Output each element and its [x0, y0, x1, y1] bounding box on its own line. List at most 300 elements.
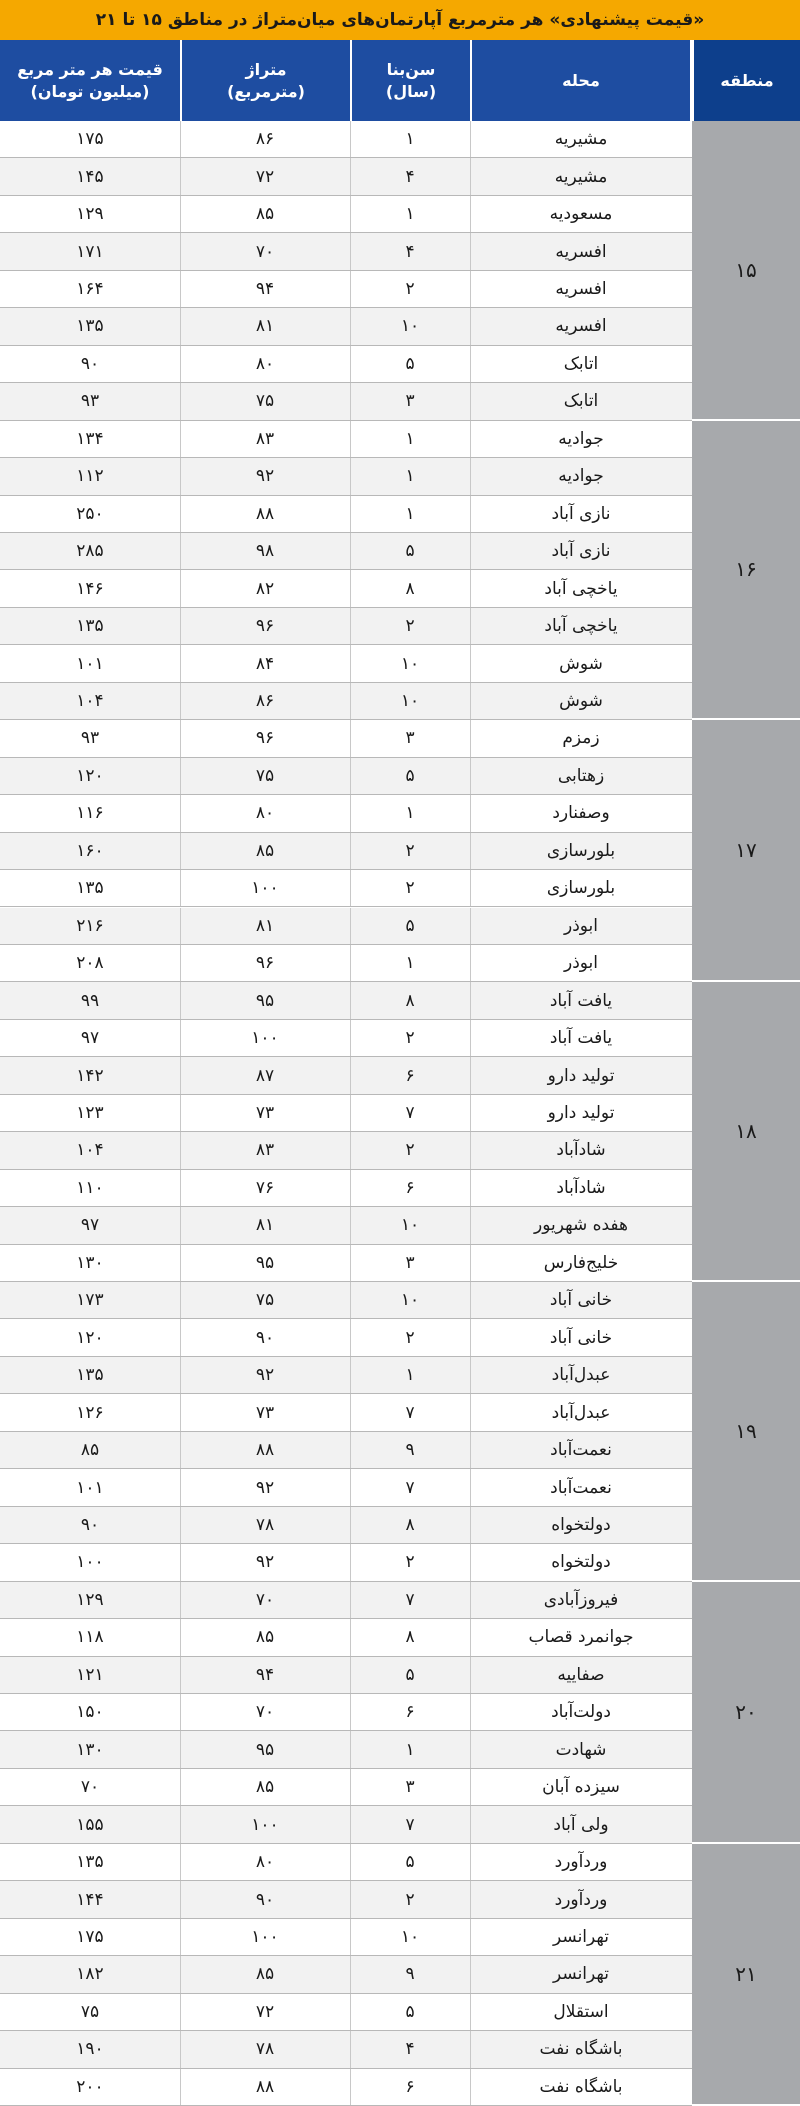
age-cell: ۹ — [405, 1440, 415, 1461]
age-cell: ۱ — [405, 503, 415, 524]
neighborhood-cell: افسریه — [555, 241, 607, 262]
age-cell: ۴ — [405, 241, 415, 262]
header-area — [182, 40, 350, 121]
column-divider — [470, 1132, 471, 1168]
price-cell: ۱۰۰ — [76, 1552, 104, 1573]
table-row — [0, 1806, 692, 1843]
price-cell: ۱۰۱ — [76, 653, 104, 674]
column-divider — [470, 2031, 471, 2067]
region-cell — [692, 1582, 800, 1844]
column-divider — [350, 570, 351, 606]
column-divider — [350, 1994, 351, 2030]
neighborhood-cell: خلیج‌فارس — [543, 1252, 619, 1273]
age-cell: ۶ — [405, 1702, 415, 1723]
neighborhood-cell: یافت آباد — [549, 990, 613, 1011]
age-cell: ۱۰ — [400, 653, 420, 674]
neighborhood-cell: خانی آباد — [549, 1327, 613, 1348]
area-cell: ۱۰۰ — [251, 1028, 279, 1049]
header-price-line1: قیمت هر متر مربع — [17, 59, 163, 79]
region-cell — [692, 982, 800, 1282]
column-divider — [350, 1694, 351, 1730]
price-cell: ۱۰۴ — [76, 691, 104, 711]
area-cell: ۸۵ — [255, 840, 275, 861]
column-divider — [350, 1469, 351, 1505]
table-row — [0, 271, 692, 308]
price-cell: ۱۱۰ — [76, 1177, 104, 1198]
area-cell: ۷۵ — [255, 391, 275, 412]
column-divider — [470, 1394, 471, 1430]
column-divider — [470, 1057, 471, 1093]
table-row — [0, 1357, 692, 1394]
table-row — [0, 158, 692, 195]
neighborhood-cell: شادآباد — [556, 1140, 606, 1161]
price-cell: ۱۳۵ — [76, 878, 104, 899]
area-cell: ۸۱ — [255, 915, 275, 936]
neighborhood-cell: دولتخواه — [551, 1552, 611, 1573]
price-cell: ۱۱۸ — [76, 1627, 104, 1648]
column-divider — [180, 945, 181, 981]
column-divider — [180, 1245, 181, 1281]
age-cell: ۴ — [405, 2039, 415, 2060]
table-row — [0, 1282, 692, 1319]
column-divider — [470, 608, 471, 644]
column-divider — [470, 570, 471, 606]
region-cell — [692, 720, 800, 982]
column-divider — [470, 533, 471, 569]
column-divider — [180, 346, 181, 382]
price-cell: ۷۰ — [80, 1777, 100, 1798]
column-divider — [180, 645, 181, 681]
area-cell: ۷۳ — [255, 1402, 275, 1423]
age-cell: ۵ — [405, 1664, 415, 1685]
column-divider — [180, 196, 181, 232]
column-divider — [470, 1769, 471, 1805]
table-row — [0, 1394, 692, 1431]
price-cell: ۱۲۶ — [76, 1402, 104, 1423]
area-cell: ۸۰ — [255, 803, 275, 824]
table-row — [0, 1432, 692, 1469]
area-cell: ۹۵ — [255, 1739, 275, 1760]
price-cell: ۱۰۱ — [76, 1477, 104, 1498]
area-cell: ۹۸ — [255, 541, 275, 562]
neighborhood-cell: صفاییه — [557, 1664, 605, 1685]
area-cell: ۱۰۰ — [251, 1814, 279, 1835]
column-divider — [180, 2069, 181, 2105]
area-cell: ۹۵ — [255, 1252, 275, 1273]
column-divider — [180, 233, 181, 269]
price-cell: ۲۸۵ — [76, 541, 104, 562]
column-divider — [350, 121, 351, 157]
column-divider — [470, 945, 471, 981]
column-divider — [350, 421, 351, 457]
price-cell: ۱۴۶ — [76, 578, 104, 599]
column-divider — [180, 870, 181, 906]
column-divider — [470, 1282, 471, 1318]
neighborhood-cell: عبدل‌آباد — [551, 1402, 611, 1423]
column-divider — [180, 1806, 181, 1842]
header-price — [0, 40, 180, 121]
price-cell: ۱۴۴ — [76, 1889, 104, 1910]
table-row — [0, 496, 692, 533]
neighborhood-cell: مشیریه — [554, 166, 608, 187]
age-cell: ۱ — [405, 1365, 415, 1386]
column-divider — [350, 1357, 351, 1393]
column-divider — [350, 1769, 351, 1805]
column-divider — [350, 1432, 351, 1468]
neighborhood-cell: هفده شهریور — [534, 1215, 628, 1236]
table-row — [0, 1132, 692, 1169]
price-cell: ۱۱۲ — [76, 466, 104, 487]
area-cell: ۱۰۰ — [251, 878, 279, 899]
column-divider — [470, 683, 471, 719]
column-divider — [350, 908, 351, 944]
age-cell: ۳ — [405, 1777, 415, 1798]
header-region-label: منطقه — [720, 70, 774, 90]
column-divider — [470, 1731, 471, 1767]
price-cell: ۱۵۵ — [76, 1814, 104, 1835]
neighborhood-cell: ولی آباد — [553, 1814, 609, 1835]
age-cell: ۵ — [405, 353, 415, 374]
column-divider — [470, 346, 471, 382]
table-header — [0, 40, 800, 121]
column-divider — [180, 421, 181, 457]
column-divider — [350, 1881, 351, 1917]
area-cell: ۹۰ — [255, 1889, 275, 1910]
column-divider — [350, 1207, 351, 1243]
region-cell — [692, 1282, 800, 1582]
price-cell: ۱۲۱ — [76, 1664, 104, 1685]
neighborhood-cell: باشگاه نفت — [539, 2039, 623, 2060]
neighborhood-cell: نازی آباد — [551, 503, 611, 524]
column-divider — [470, 908, 471, 944]
column-divider — [180, 1994, 181, 2030]
age-cell: ۶ — [405, 1177, 415, 1198]
neighborhood-cell: یافت آباد — [549, 1028, 613, 1049]
neighborhood-cell: بلورسازی — [546, 840, 616, 861]
column-divider — [180, 158, 181, 194]
table-row — [0, 121, 692, 158]
price-cell: ۱۵۰ — [76, 1702, 104, 1723]
table-row — [0, 1657, 692, 1694]
neighborhood-cell: جوانمرد قصاب — [528, 1627, 634, 1648]
region-number: ۱۹ — [735, 1418, 757, 1443]
column-divider — [180, 683, 181, 719]
area-cell: ۸۸ — [255, 2076, 275, 2097]
table-row — [0, 908, 692, 945]
neighborhood-cell: شادآباد — [556, 1177, 606, 1198]
column-divider — [470, 1469, 471, 1505]
table-row — [0, 196, 692, 233]
header-area-line1: متراژ — [245, 59, 287, 79]
column-divider — [180, 458, 181, 494]
age-cell: ۲ — [405, 1028, 415, 1049]
neighborhood-cell: نازی آباد — [551, 541, 611, 562]
price-cell: ۱۴۵ — [76, 166, 104, 187]
area-cell: ۹۶ — [255, 953, 275, 974]
price-cell: ۹۷ — [80, 1215, 100, 1236]
neighborhood-cell: جوادیه — [558, 428, 604, 449]
age-cell: ۲ — [405, 616, 415, 637]
price-cell: ۱۲۳ — [76, 1102, 104, 1123]
column-divider — [470, 1319, 471, 1355]
column-divider — [350, 233, 351, 269]
column-divider — [470, 1432, 471, 1468]
area-cell: ۷۲ — [255, 2001, 275, 2022]
table-row — [0, 2069, 692, 2106]
area-cell: ۹۶ — [255, 728, 275, 749]
column-divider — [180, 271, 181, 307]
price-cell: ۱۳۵ — [76, 616, 104, 637]
age-cell: ۹ — [405, 1964, 415, 1985]
table-row — [0, 1170, 692, 1207]
column-divider — [470, 383, 471, 419]
age-cell: ۱۰ — [400, 1215, 420, 1236]
region-cell — [692, 1844, 800, 2106]
header-neighborhood — [472, 40, 690, 121]
column-divider — [180, 496, 181, 532]
column-divider — [350, 1507, 351, 1543]
column-divider — [350, 383, 351, 419]
price-cell: ۹۳ — [80, 728, 100, 749]
column-divider — [350, 271, 351, 307]
age-cell: ۷ — [405, 1402, 415, 1423]
column-divider — [470, 1657, 471, 1693]
neighborhood-cell: تهرانسر — [553, 1964, 609, 1985]
price-cell: ۸۵ — [80, 1440, 100, 1461]
column-divider — [180, 570, 181, 606]
age-cell: ۵ — [405, 2001, 415, 2022]
table-body — [0, 121, 800, 2106]
header-age — [352, 40, 470, 121]
column-divider — [350, 1657, 351, 1693]
column-divider — [180, 1657, 181, 1693]
column-divider — [470, 1544, 471, 1580]
neighborhood-cell: مشیریه — [554, 129, 608, 150]
price-cell: ۱۳۰ — [76, 1252, 104, 1273]
region-number: ۱۸ — [735, 1119, 757, 1144]
column-divider — [350, 1282, 351, 1318]
region-cell — [692, 421, 800, 721]
neighborhood-cell: سیزده آبان — [542, 1777, 620, 1798]
price-cell: ۱۳۵ — [76, 1852, 104, 1873]
area-cell: ۸۱ — [255, 316, 275, 337]
area-cell: ۸۰ — [255, 1852, 275, 1873]
area-cell: ۸۸ — [255, 503, 275, 524]
column-divider — [470, 271, 471, 307]
area-cell: ۸۵ — [255, 1627, 275, 1648]
area-cell: ۷۲ — [255, 166, 275, 187]
column-divider — [180, 121, 181, 157]
table-row — [0, 1507, 692, 1544]
column-divider — [350, 1731, 351, 1767]
table-row — [0, 1769, 692, 1806]
price-cell: ۱۸۲ — [76, 1964, 104, 1985]
price-cell: ۱۲۹ — [76, 1589, 104, 1610]
price-cell: ۱۶۰ — [76, 840, 104, 861]
header-region — [694, 40, 800, 121]
price-cell: ۱۶۴ — [76, 279, 104, 300]
age-cell: ۴ — [405, 166, 415, 187]
column-divider — [350, 196, 351, 232]
age-cell: ۱۰ — [400, 691, 420, 711]
column-divider — [470, 758, 471, 794]
table-row — [0, 2031, 692, 2068]
table-row — [0, 1994, 692, 2031]
neighborhood-cell: یاخچی آباد — [544, 616, 618, 637]
column-divider — [470, 1844, 471, 1880]
column-divider — [470, 720, 471, 756]
region-number: ۱۵ — [735, 257, 757, 282]
column-divider — [350, 1394, 351, 1430]
age-cell: ۸ — [405, 1514, 415, 1535]
column-divider — [470, 1207, 471, 1243]
neighborhood-cell: افسریه — [555, 316, 607, 337]
table-row — [0, 758, 692, 795]
price-cell: ۱۷۵ — [76, 129, 104, 150]
age-cell: ۱ — [405, 803, 415, 824]
price-cell: ۹۳ — [80, 391, 100, 412]
column-divider — [180, 1357, 181, 1393]
neighborhood-cell: وصفنارد — [552, 803, 610, 824]
age-cell: ۳ — [405, 391, 415, 412]
column-divider — [350, 1319, 351, 1355]
column-divider — [180, 1507, 181, 1543]
column-divider — [180, 1095, 181, 1131]
neighborhood-cell: تولید دارو — [547, 1065, 615, 1086]
neighborhood-cell: اتابک — [563, 353, 599, 374]
table-row — [0, 608, 692, 645]
price-cell: ۹۰ — [80, 1514, 100, 1535]
price-cell: ۱۴۲ — [76, 1065, 104, 1086]
column-divider — [180, 533, 181, 569]
price-cell: ۱۰۴ — [76, 1140, 104, 1161]
age-cell: ۲ — [405, 878, 415, 899]
column-divider — [180, 1394, 181, 1430]
neighborhood-cell: تولید دارو — [547, 1102, 615, 1123]
table-row — [0, 383, 692, 420]
table-row — [0, 346, 692, 383]
age-cell: ۱ — [405, 428, 415, 449]
area-cell: ۹۴ — [255, 279, 275, 300]
title-bar — [0, 0, 800, 40]
table-row — [0, 1919, 692, 1956]
table-row — [0, 1544, 692, 1581]
column-divider — [350, 1619, 351, 1655]
column-divider — [470, 121, 471, 157]
column-divider — [180, 1919, 181, 1955]
area-cell: ۹۲ — [255, 1552, 275, 1573]
neighborhood-cell: شوش — [559, 691, 603, 711]
price-cell: ۱۳۵ — [76, 1365, 104, 1386]
column-divider — [350, 608, 351, 644]
column-divider — [180, 1582, 181, 1618]
table-row — [0, 533, 692, 570]
neighborhood-cell: نعمت‌آباد — [550, 1477, 612, 1498]
column-divider — [470, 458, 471, 494]
price-cell: ۹۹ — [80, 990, 100, 1011]
table-row — [0, 1057, 692, 1094]
area-cell: ۸۰ — [255, 353, 275, 374]
neighborhood-cell: جوادیه — [558, 466, 604, 487]
price-cell: ۲۰۸ — [76, 953, 104, 974]
neighborhood-cell: باشگاه نفت — [539, 2076, 623, 2097]
neighborhood-cell: شوش — [559, 653, 603, 674]
table-row — [0, 1582, 692, 1619]
column-divider — [180, 1769, 181, 1805]
header-price-line2: (میلیون تومان) — [30, 81, 150, 101]
area-cell: ۹۵ — [255, 990, 275, 1011]
column-divider — [180, 1057, 181, 1093]
neighborhood-cell: خانی آباد — [549, 1290, 613, 1311]
column-divider — [470, 1694, 471, 1730]
table-row — [0, 1694, 692, 1731]
age-cell: ۷ — [405, 1589, 415, 1610]
area-cell: ۸۵ — [255, 1964, 275, 1985]
price-cell: ۱۷۳ — [76, 1290, 104, 1311]
age-cell: ۷ — [405, 1477, 415, 1498]
column-divider — [180, 608, 181, 644]
region-number: ۱۷ — [735, 838, 757, 863]
header-age-line2: (سال) — [385, 81, 437, 101]
area-cell: ۷۶ — [255, 1177, 275, 1198]
area-cell: ۷۸ — [255, 1514, 275, 1535]
column-divider — [470, 1170, 471, 1206]
age-cell: ۶ — [405, 2076, 415, 2097]
age-cell: ۸ — [405, 1627, 415, 1648]
column-divider — [470, 795, 471, 831]
column-divider — [180, 1469, 181, 1505]
price-cell: ۱۷۵ — [76, 1926, 104, 1947]
table-row — [0, 720, 692, 757]
neighborhood-cell: عبدل‌آباد — [551, 1365, 611, 1386]
column-divider — [350, 1544, 351, 1580]
area-cell: ۷۵ — [255, 1290, 275, 1311]
neighborhood-cell: ابوذر — [563, 953, 599, 974]
column-divider — [350, 982, 351, 1018]
column-divider — [350, 870, 351, 906]
column-divider — [180, 1881, 181, 1917]
column-divider — [180, 1282, 181, 1318]
column-divider — [470, 1994, 471, 2030]
column-divider — [180, 2031, 181, 2067]
area-cell: ۷۰ — [255, 1702, 275, 1723]
table-row — [0, 233, 692, 270]
column-divider — [470, 1619, 471, 1655]
column-divider — [470, 1806, 471, 1842]
price-cell: ۱۳۴ — [76, 428, 104, 449]
area-cell: ۹۴ — [255, 1664, 275, 1685]
area-cell: ۸۸ — [255, 1440, 275, 1461]
column-divider — [470, 1245, 471, 1281]
column-divider — [350, 496, 351, 532]
area-cell: ۱۰۰ — [251, 1926, 279, 1947]
table-row — [0, 1095, 692, 1132]
price-cell: ۱۲۰ — [76, 765, 104, 786]
neighborhood-cell: افسریه — [555, 279, 607, 300]
age-cell: ۵ — [405, 915, 415, 936]
neighborhood-cell: زهتابی — [557, 765, 605, 786]
price-cell: ۲۱۶ — [76, 915, 104, 936]
neighborhood-cell: بلورسازی — [546, 878, 616, 899]
column-divider — [180, 720, 181, 756]
age-cell: ۷ — [405, 1814, 415, 1835]
column-divider — [350, 1806, 351, 1842]
column-divider — [350, 758, 351, 794]
column-divider — [350, 1582, 351, 1618]
age-cell: ۲ — [405, 840, 415, 861]
neighborhood-cell: دولت‌آباد — [551, 1702, 611, 1723]
price-cell: ۱۳۵ — [76, 316, 104, 337]
